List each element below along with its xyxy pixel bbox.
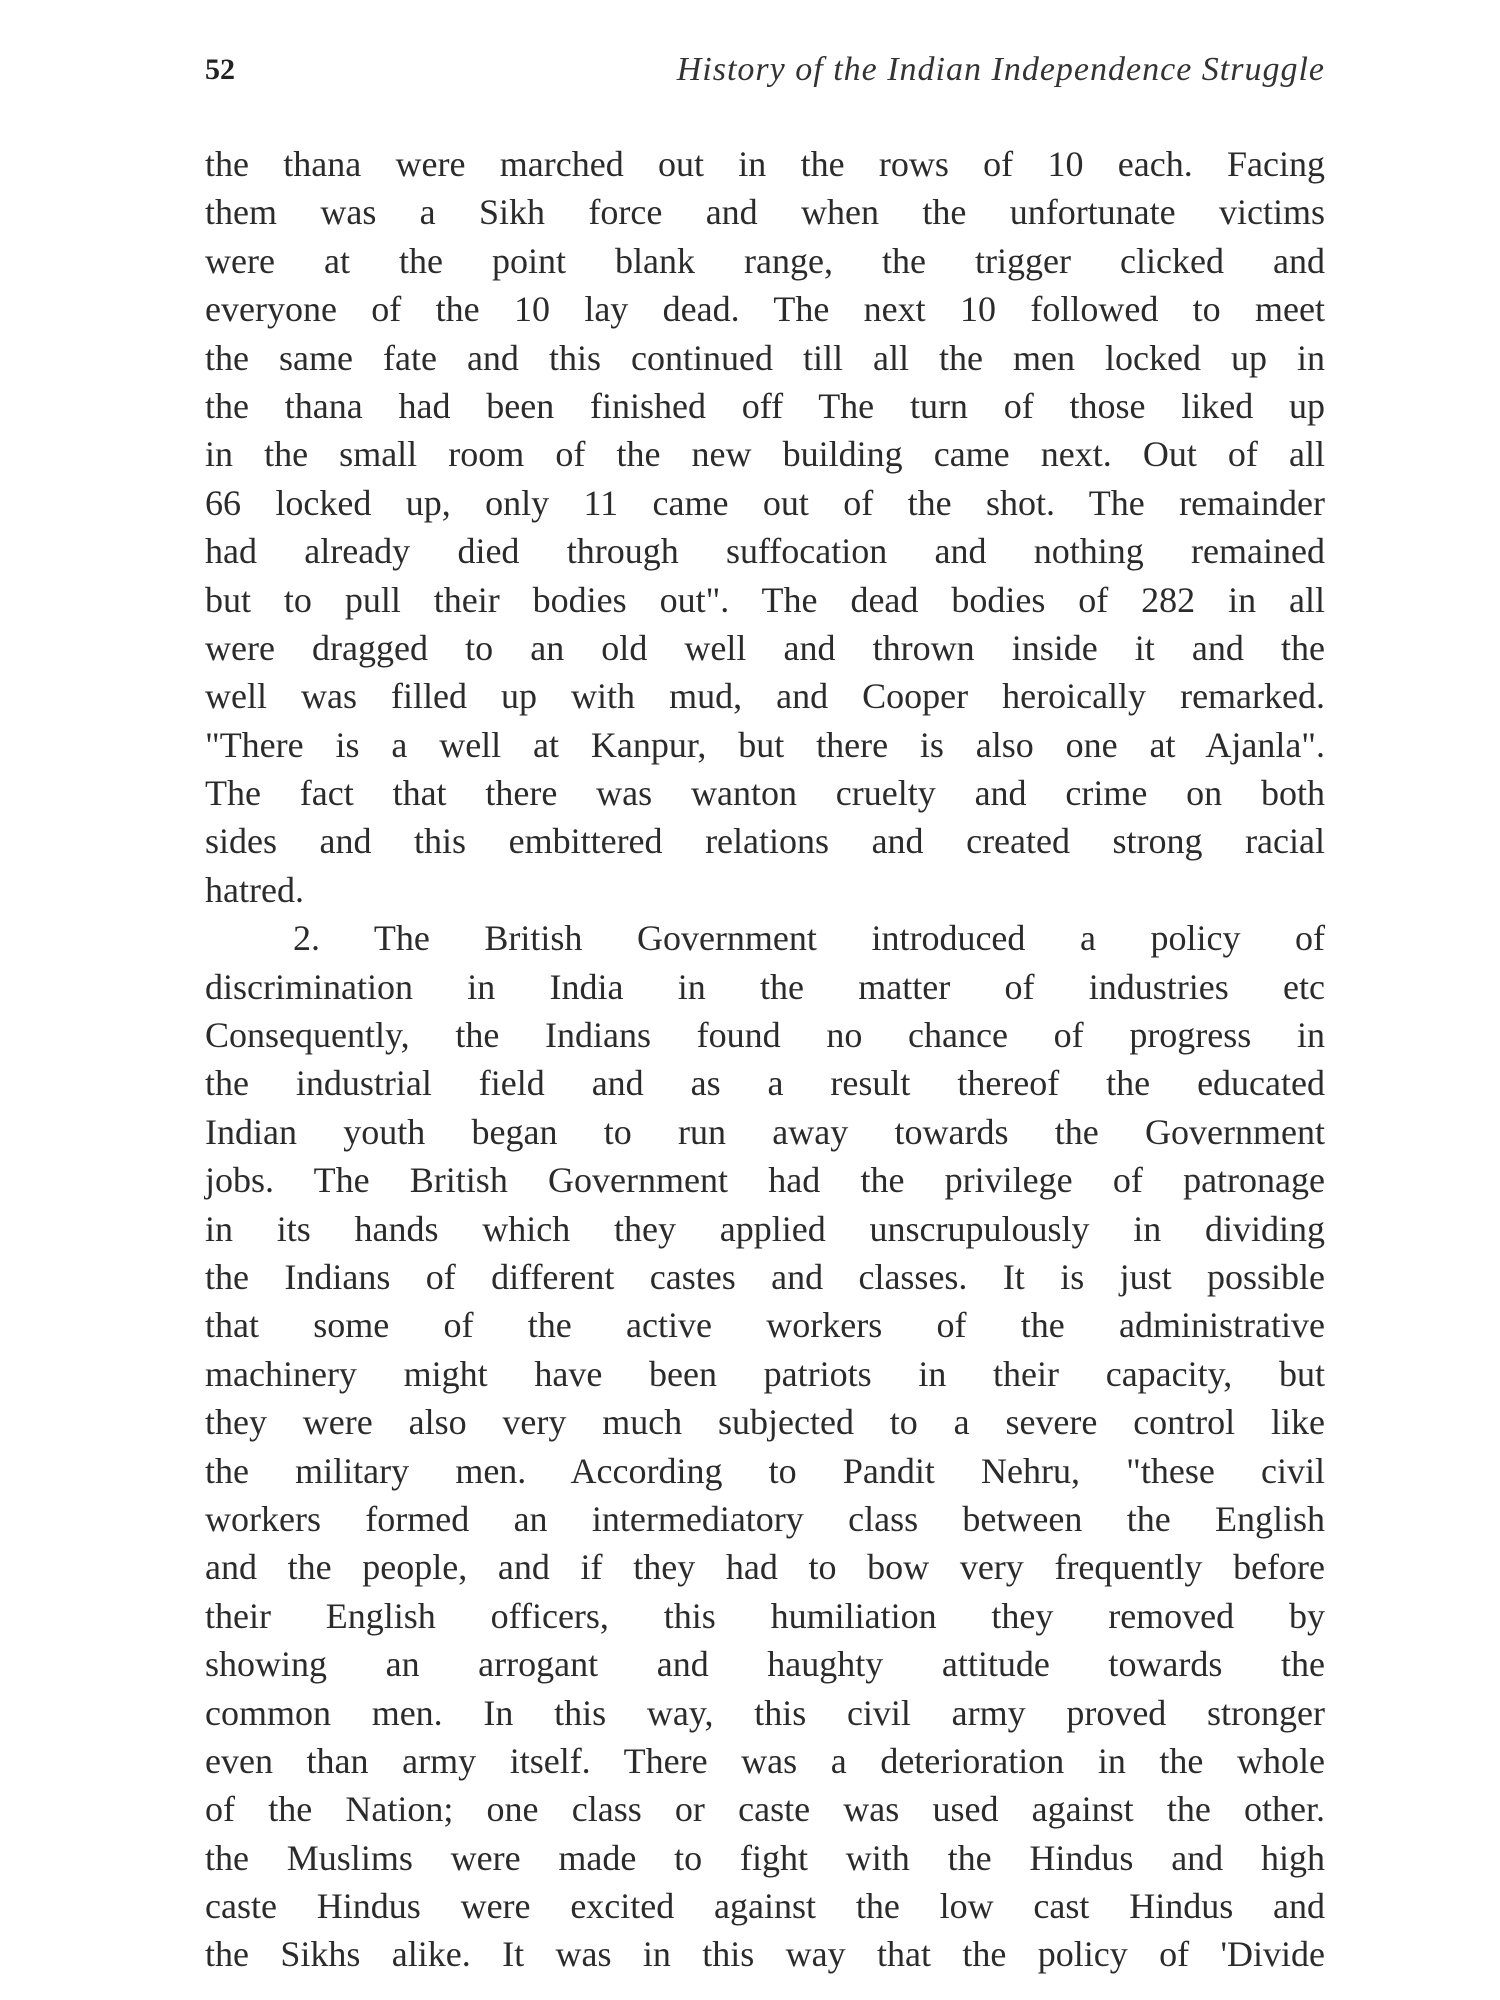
text-line: machinery might have been patriots in their capacity, but	[205, 1353, 1325, 1394]
text-line: well was filled up with mud, and Cooper heroically remarked.	[205, 676, 1325, 717]
text-line: the industrial field and as a result thereof the educated	[205, 1063, 1325, 1104]
text-line: sides and this embittered relations and created strong racial	[205, 821, 1325, 862]
text-line: Indian youth began to run away towards the Government	[205, 1111, 1325, 1152]
text-line: even than army itself. There was a deterioration in the whole	[205, 1740, 1325, 1781]
text-line: discrimination in India in the matter of industries etc	[205, 966, 1325, 1007]
text-line: the military men. According to Pandit Nehru, "these civil	[205, 1450, 1325, 1491]
text-line: were dragged to an old well and thrown inside it and the	[205, 627, 1325, 668]
text-line: that some of the active workers of the administrative	[205, 1305, 1325, 1346]
text-line: but to pull their bodies out". The dead bodies of 282 in all	[205, 579, 1325, 620]
text-line: the thana had been finished off The turn of those liked up	[205, 385, 1325, 426]
text-line: 66 locked up, only 11 came out of the shot. The remainder	[205, 482, 1325, 523]
running-head	[205, 50, 1325, 110]
text-line: The fact that there was wanton cruelty and crime on both	[205, 773, 1325, 814]
text-line: jobs. The British Government had the privilege of patronage	[205, 1160, 1325, 1201]
text-line: their English officers, this humiliation they removed by	[205, 1595, 1325, 1636]
text-line: they were also very much subjected to a severe control like	[205, 1402, 1325, 1443]
paragraph-end-line: hatred.	[205, 869, 304, 910]
paragraph-start-line: 2. The British Government introduced a policy of	[293, 918, 1325, 959]
text-line: them was a Sikh force and when the unfortunate victims	[205, 192, 1325, 233]
page-number: 52	[205, 53, 235, 86]
text-line: in the small room of the new building came next. Out of all	[205, 434, 1325, 475]
body-text	[205, 140, 1325, 1979]
text-line: showing an arrogant and haughty attitude towards the	[205, 1644, 1325, 1685]
text-line: had already died through suffocation and nothing remained	[205, 531, 1325, 572]
text-line: in its hands which they applied unscrupulously in dividing	[205, 1208, 1325, 1249]
text-line: the Indians of different castes and classes. It is just possible	[205, 1256, 1325, 1297]
text-line: common men. In this way, this civil army proved stronger	[205, 1692, 1325, 1733]
text-line: were at the point blank range, the trigger clicked and	[205, 240, 1325, 281]
text-line: Consequently, the Indians found no chance of progress in	[205, 1015, 1325, 1056]
text-line: and the people, and if they had to bow very frequently before	[205, 1547, 1325, 1588]
text-line: the thana were marched out in the rows of 10 each. Facing	[205, 144, 1325, 184]
text-line: the same fate and this continued till all the men locked up in	[205, 337, 1325, 378]
book-title: History of the Indian Independence Struggle	[676, 51, 1325, 88]
text-line: workers formed an intermediatory class between the English	[205, 1498, 1325, 1539]
text-line: the Sikhs alike. It was in this way that the policy of 'Divide	[205, 1934, 1325, 1975]
text-line: "There is a well at Kanpur, but there is also one at Ajanla".	[205, 724, 1325, 765]
text-line: everyone of the 10 lay dead. The next 10 followed to meet	[205, 289, 1325, 330]
text-line: the Muslims were made to fight with the Hindus and high	[205, 1837, 1325, 1878]
text-line: of the Nation; one class or caste was used against the other.	[205, 1789, 1325, 1830]
text-line: caste Hindus were excited against the low cast Hindus and	[205, 1886, 1325, 1927]
